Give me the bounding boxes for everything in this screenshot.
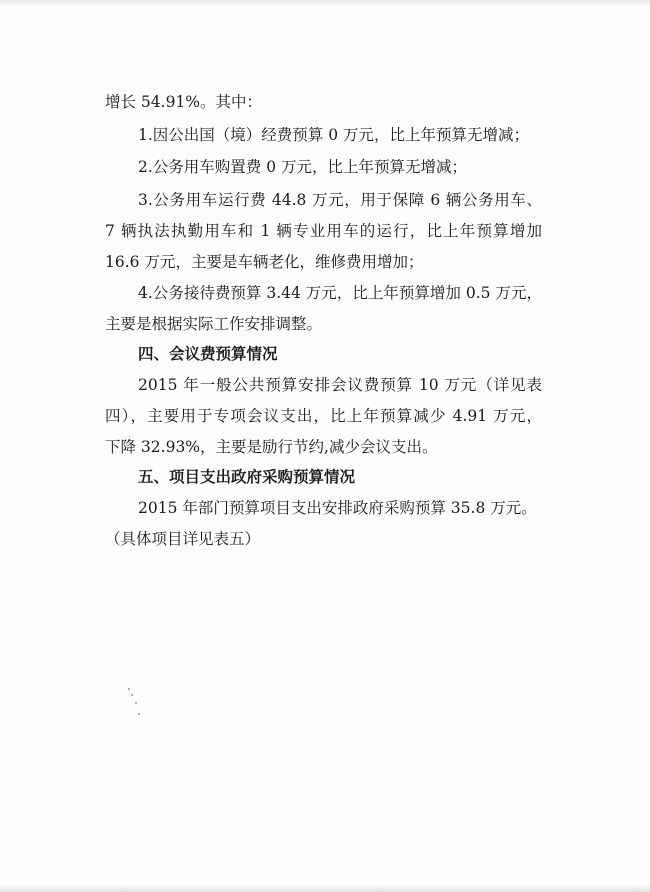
text-line-procurement-2: （具体项目详见表五） [105, 530, 261, 548]
scan-shadow-bottom [0, 884, 650, 892]
section-heading-meeting-fees: 四、会议费预算情况 [138, 344, 278, 363]
scan-speck [138, 713, 140, 715]
scan-shadow-top [0, 0, 650, 6]
text-line-item-3-cont-2: 16.6 万元，主要是车辆老化，维修费用增加； [105, 253, 424, 271]
section-heading-procurement: 五、项目支出政府采购预算情况 [138, 467, 356, 486]
scan-speck [131, 694, 133, 696]
text-line-item-3-cont-1: 7 辆执法执勤用车和 1 辆专业用车的运行，比上年预算增加 [105, 222, 542, 240]
text-line-meeting-2: 四），主要用于专项会议支出，比上年预算减少 4.91 万元， [105, 407, 542, 425]
scan-speck [128, 688, 130, 690]
text-line-item-4: 4.公务接待费预算 3.44 万元，比上年预算增加 0.5 万元， [138, 284, 542, 302]
text-line-growth: 增长 54.91%。其中： [105, 93, 263, 111]
text-line-meeting-1: 2015 年一般公共预算安排会议费预算 10 万元（详见表 [138, 376, 542, 394]
text-line-item-3: 3.公务用车运行费 44.8 万元，用于保障 6 辆公务用车、 [138, 191, 542, 209]
text-line-procurement-1: 2015 年部门预算项目支出安排政府采购预算 35.8 万元。 [138, 499, 537, 517]
text-line-item-1: 1.因公出国（境）经费预算 0 万元，比上年预算无增减； [138, 126, 530, 144]
text-line-meeting-3: 下降 32.93%，主要是励行节约,减少会议支出。 [105, 438, 438, 456]
scan-speck [135, 702, 137, 704]
text-line-item-2: 2.公务用车购置费 0 万元，比上年预算无增减； [138, 158, 468, 176]
text-line-item-4-cont: 主要是根据实际工作安排调整。 [105, 315, 323, 333]
